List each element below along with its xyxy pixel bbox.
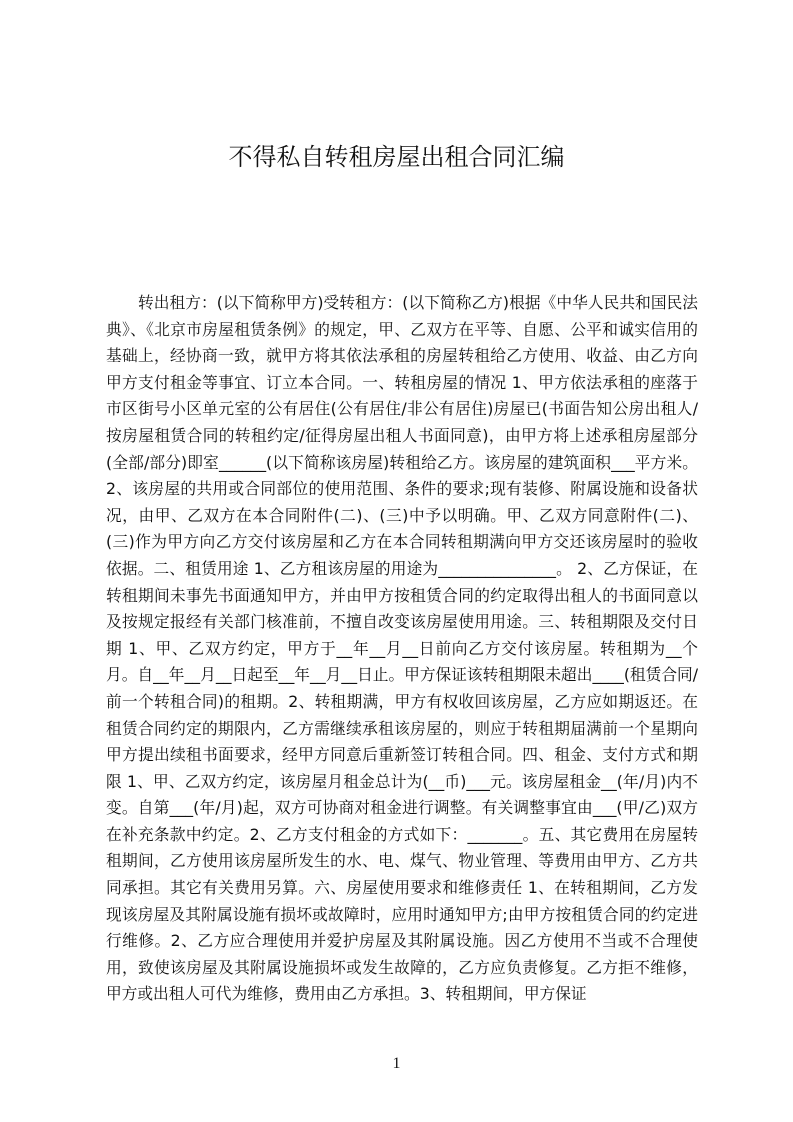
contract-body-text: 转出租方：(以下简称甲方)受转租方：(以下简称乙方)根据《中华人民共和国民法典》、《北京市房屋租赁条例》的规定，甲、乙双方在平等、自愿、公平和诚实信用的基础上，经协商一致，就甲方将其依法承租的房屋转租给乙方使用、收益、由乙方向甲方支付租金等事宜、订立本合同。一、转租房屋的情况 1、甲方依法承租的座落于市区街号小区单元室的公有居住(公有居住/非公有居住)房屋已(书面告知公房出租人/按房屋租赁合同的转租约定/征得房屋出租人书面同意)，由甲方将上述承租房屋部分(全部/部分)即室______(以下简称该房屋)转租给乙方。该房屋的建筑面积___平方米。2、该房屋的共用或合同部位的使用范围、条件的要求;现有装修、附属设施和设备状况，由甲、乙双方在本合同附件(二)、(三)中予以明确。甲、乙双方同意附件(二)、(三)作为甲方向乙方交付该房屋和乙方在本合同转租期满向甲方交还该房屋时的验收依据。二、租赁用途 1、乙方租该房屋的用途为_______________。 2、乙方保证，在转租期间未事先书面通知甲方，并由甲方按租赁合同的约定取得出租人的书面同意以及按规定报经有关部门核准前，不擅自改变该房屋使用用途。三、转租期限及交付日期 1、甲、乙双方约定，甲方于__年__月__日前向乙方交付该房屋。转租期为__个月。自__年__月__日起至__年__月__日止。甲方保证该转租期限未超出____(租赁合同/前一个转租合同)的租期。2、转租期满，甲方有权收回该房屋，乙方应如期返还。在租赁合同约定的期限内，乙方需继续承租该房屋的，则应于转租期届满前一个星期向甲方提出续租书面要求，经甲方同意后重新签订转租合同。四、租金、支付方式和期限 1、甲、乙双方约定，该房屋月租金总计为(__币)___元。该房屋租金__(年/月)内不变。自第___(年/月)起，双方可协商对租金进行调整。有关调整事宜由___(甲/乙)双方在补充条款中约定。2、乙方支付租金的方式如下：_______。五、其它费用在房屋转租期间，乙方使用该房屋所发生的水、电、煤气、物业管理、等费用由甲方、乙方共同承担。其它有关费用另算。六、房屋使用要求和维修责任 1、在转租期间，乙方发现该房屋及其附属设施有损坏或故障时，应用时通知甲方;由甲方按租赁合同的约定进行维修。2、乙方应合理使用并爱护房屋及其附属设施。因乙方使用不当或不合理使用，致使该房屋及其附属设施损坏或发生故障的，乙方应负责修复。乙方拒不维修，甲方或出租人可代为维修，费用由乙方承担。3、转租期间，甲方保证 bbox=[106, 293, 698, 1004]
document-title: 不得私自转租房屋出租合同汇编 bbox=[228, 143, 565, 171]
page-number: 1 bbox=[392, 1055, 401, 1072]
